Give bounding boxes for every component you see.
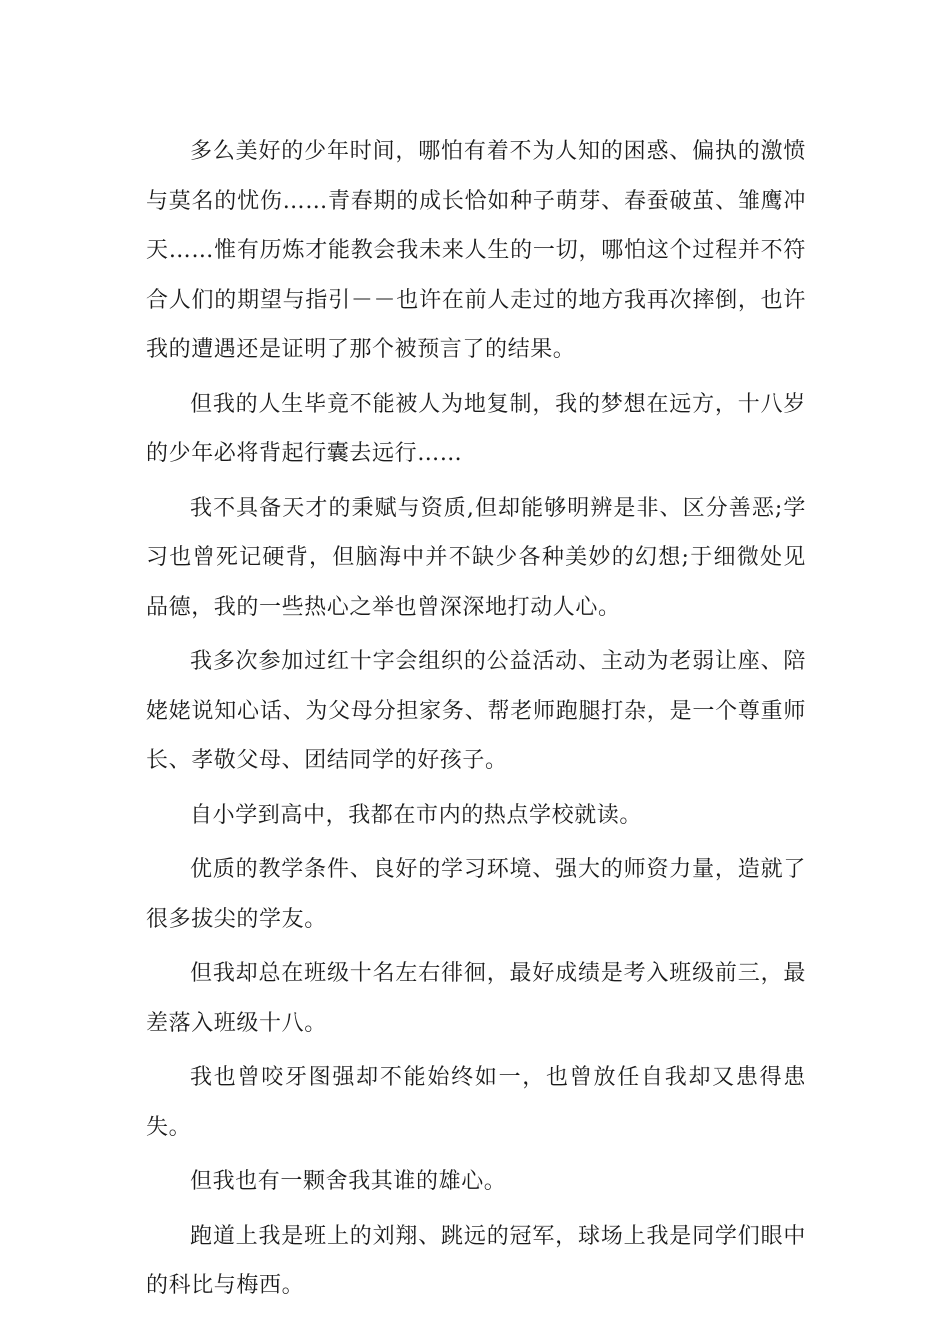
paragraph: 但我的人生毕竟不能被人为地复制，我的梦想在远方，十八岁的少年必将背起行囊去远行…… [146,391,806,466]
paragraph: 但我也有一颗舍我其谁的雄心。 [190,1169,507,1194]
paragraph: 我不具备天才的秉赋与资质,但却能够明辨是非、区分善恶;学习也曾死记硬背，但脑海中并不缺少各种美妙的幻想;于细微处见品德，我的一些热心之举也曾深深地打动人心。 [146,495,806,620]
document-body [146,127,806,1316]
paragraph: 自小学到高中，我都在市内的热点学校就读。 [190,802,643,828]
paragraph: 优质的教学条件、良好的学习环境、强大的师资力量，造就了很多拔尖的学友。 [146,857,806,932]
paragraph: 我多次参加过红十字会组织的公益活动、主动为老弱让座、陪姥姥说知心话、为父母分担家务、帮老师跑腿打杂，是一个尊重师长、孝敬父母、团结同学的好孩子。 [146,649,806,773]
paragraph: 多么美好的少年时间，哪怕有着不为人知的困惑、偏执的激愤与莫名的忧伤……青春期的成长恰如种子萌芽、春蚕破茧、雏鹰冲天……惟有历炼才能教会我未来人生的一切，哪怕这个过程并不符合人们的期望与指引－－也许在前人走过的地方我再次摔倒，也许我的遭遇还是证明了那个被预言了的结果。 [146,139,806,362]
paragraph: 但我却总在班级十名左右徘徊，最好成绩是考入班级前三，最差落入班级十八。 [146,961,806,1036]
paragraph: 我也曾咬牙图强却不能始终如一，也曾放任自我却又患得患失。 [146,1065,806,1140]
paragraph: 跑道上我是班上的刘翔、跳远的冠军，球场上我是同学们眼中的科比与梅西。 [146,1223,806,1298]
